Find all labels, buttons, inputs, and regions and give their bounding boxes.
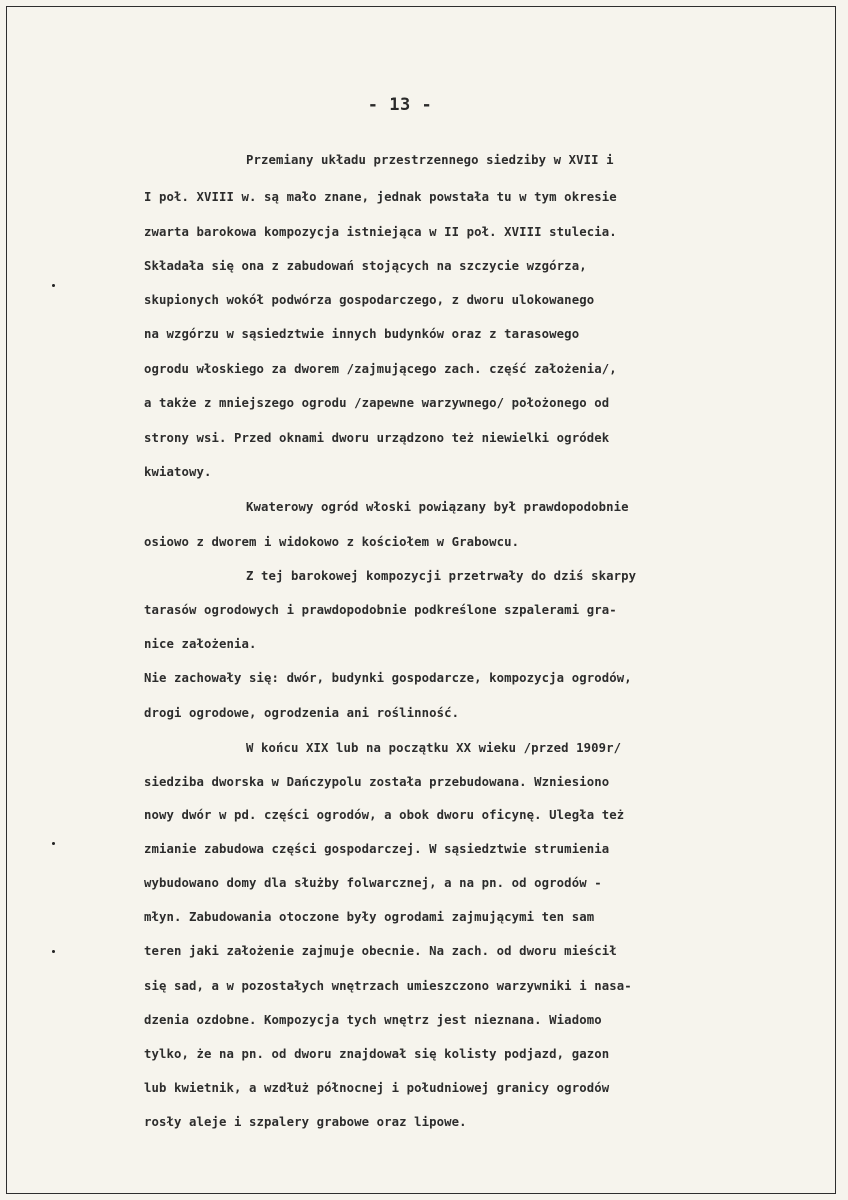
- text-line: na wzgórzu w sąsiedztwie innych budynków oraz z tarasowego: [144, 327, 580, 341]
- text-line: osiowo z dworem i widokowo z kościołem w Grabowcu.: [144, 535, 520, 549]
- text-line: a także z mniejszego ogrodu /zapewne warzywnego/ położonego od: [144, 396, 610, 410]
- text-line: teren jaki założenie zajmuje obecnie. Na zach. od dworu mieścił: [144, 944, 617, 958]
- text-line: skupionych wokół podwórza gospodarczego, z dworu ulokowanego: [144, 293, 595, 307]
- text-line: ogrodu włoskiego za dworem /zajmującego zach. część założenia/,: [144, 362, 617, 376]
- text-line: zwarta barokowa kompozycja istniejąca w II poł. XVIII stulecia.: [144, 225, 617, 239]
- text-line: strony wsi. Przed oknami dworu urządzono też niewielki ogródek: [144, 431, 610, 445]
- text-line: rosły aleje i szpalery grabowe oraz lipowe.: [144, 1115, 467, 1129]
- text-line: Z tej barokowej kompozycji przetrwały do dziś skarpy: [246, 569, 637, 583]
- text-line: nowy dwór w pd. części ogrodów, a obok dworu oficynę. Uległa też: [144, 808, 625, 822]
- text-line: siedziba dworska w Dańczypolu została przebudowana. Wzniesiono: [144, 775, 610, 789]
- text-line: kwiatowy.: [144, 465, 212, 479]
- margin-dot: [52, 950, 55, 953]
- margin-dot: [52, 284, 55, 287]
- text-line: zmianie zabudowa części gospodarczej. W sąsiedztwie strumienia: [144, 842, 610, 856]
- text-line: młyn. Zabudowania otoczone były ogrodami zajmującymi ten sam: [144, 910, 595, 924]
- text-line: wybudowano domy dla służby folwarcznej, a na pn. od ogrodów -: [144, 876, 602, 890]
- text-line: lub kwietnik, a wzdłuż północnej i południowej granicy ogrodów: [144, 1081, 610, 1095]
- text-line: Składała się ona z zabudowań stojących na szczycie wzgórza,: [144, 259, 587, 273]
- text-line: I poł. XVIII w. są mało znane, jednak powstała tu w tym okresie: [144, 190, 617, 204]
- page-number: - 13 -: [367, 95, 433, 115]
- text-line: drogi ogrodowe, ogrodzenia ani roślinność.: [144, 706, 460, 720]
- text-line: Nie zachowały się: dwór, budynki gospodarcze, kompozycja ogrodów,: [144, 671, 632, 685]
- text-line: Przemiany układu przestrzennego siedziby w XVII i: [246, 153, 614, 167]
- text-line: nice założenia.: [144, 637, 257, 651]
- text-line: tarasów ogrodowych i prawdopodobnie podkreślone szpalerami gra-: [144, 603, 617, 617]
- text-line: W końcu XIX lub na początku XX wieku /przed 1909r/: [246, 741, 622, 755]
- text-line: Kwaterowy ogród włoski powiązany był prawdopodobnie: [246, 500, 629, 514]
- text-line: tylko, że na pn. od dworu znajdował się kolisty podjazd, gazon: [144, 1047, 610, 1061]
- text-line: dzenia ozdobne. Kompozycja tych wnętrz jest nieznana. Wiadomo: [144, 1013, 602, 1027]
- margin-dot: [52, 842, 55, 845]
- text-line: się sad, a w pozostałych wnętrzach umieszczono warzywniki i nasa-: [144, 979, 632, 993]
